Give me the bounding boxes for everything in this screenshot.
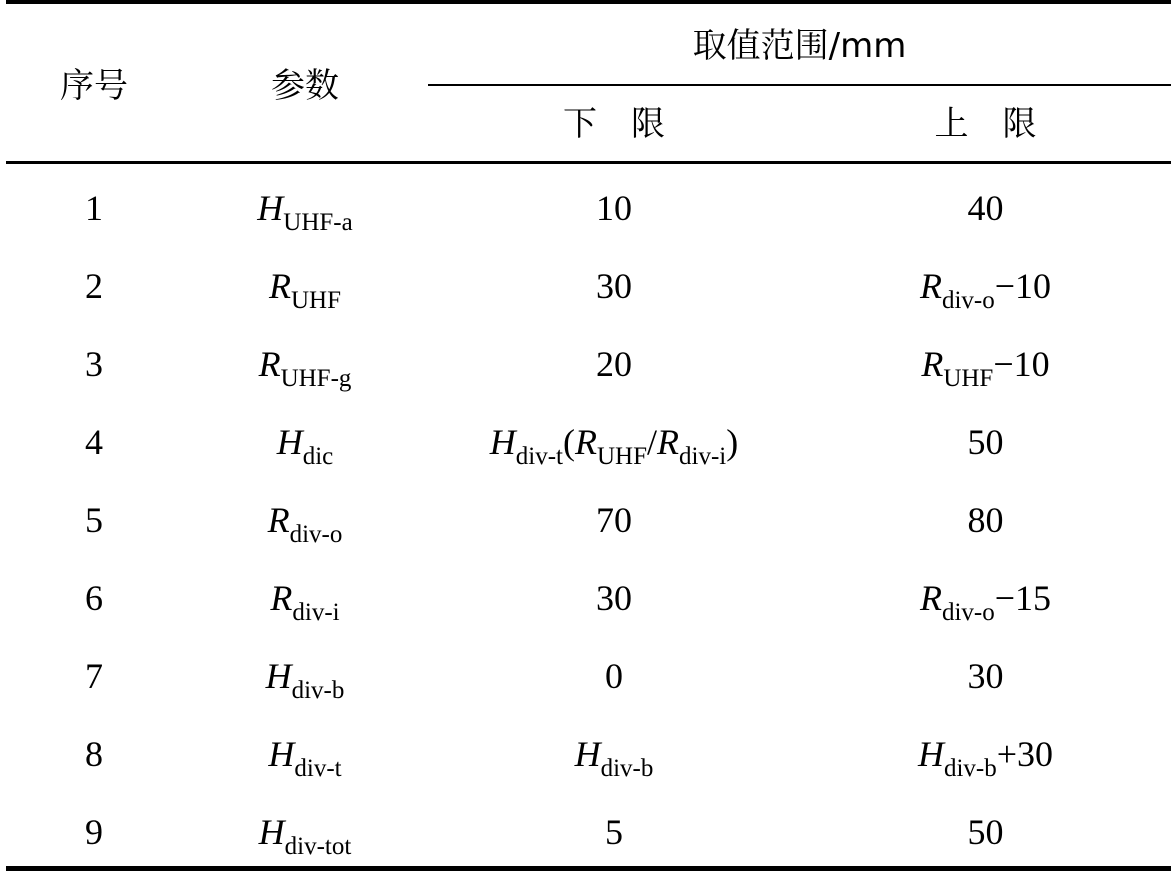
row-8-lower-sub: div-b (600, 755, 654, 782)
row-5-upper: 80 (967, 500, 1004, 540)
row-8-upper-var: H (917, 734, 944, 774)
row-8-parameter (182, 734, 428, 789)
row-9-param-sub: div-tot (284, 833, 352, 860)
row-4-lower-var2: R (574, 422, 597, 462)
row-4-parameter (182, 422, 428, 477)
row-9-lower: 5 (605, 812, 623, 852)
row-1-index: 1 (85, 188, 103, 228)
row-7-param-sub: div-b (291, 677, 345, 704)
row-7-index: 7 (85, 656, 103, 696)
row-6-param-var: R (270, 578, 293, 618)
row-1-param-sub: UHF-a (283, 209, 353, 236)
header-upper-limit: 上 限 (934, 104, 1037, 144)
row-2-index: 2 (85, 266, 103, 306)
header-parameter: 参数 (271, 66, 339, 106)
row-3-upper (800, 344, 1171, 399)
row-8-upper-rest: +30 (996, 734, 1054, 774)
row-2-param-var: R (268, 266, 291, 306)
row-2-parameter (182, 266, 428, 321)
row-4-lower-var: H (489, 422, 516, 462)
row-8-lower-var: H (574, 734, 601, 774)
row-6-upper-sub: div-o (941, 599, 995, 626)
row-2-upper-sub: div-o (941, 287, 995, 314)
row-4-index: 4 (85, 422, 103, 462)
header-index: 序号 (60, 66, 128, 106)
row-8-param-sub: div-t (294, 755, 342, 782)
row-1-param-var: H (257, 188, 284, 228)
row-3-index: 3 (85, 344, 103, 384)
row-5-lower: 70 (596, 500, 632, 540)
row-2-upper-var: R (919, 266, 942, 306)
row-4-lower-var3: R (657, 422, 680, 462)
row-6-upper (800, 578, 1171, 633)
row-5-parameter (182, 500, 428, 555)
row-3-param-sub: UHF-g (280, 365, 352, 392)
row-7-param-var: H (265, 656, 292, 696)
row-5-param-sub: div-o (289, 521, 343, 548)
row-8-upper-sub: div-b (943, 755, 997, 782)
row-7-lower: 0 (605, 656, 623, 696)
row-4-lower-open-paren: ( (562, 422, 575, 462)
row-3-parameter (182, 344, 428, 399)
row-2-upper (800, 266, 1171, 321)
row-1-upper: 40 (967, 188, 1004, 228)
table-top-rule (6, 0, 1171, 4)
row-4-lower-sub2: UHF (596, 443, 647, 470)
row-3-upper-rest: −10 (993, 344, 1050, 384)
row-8-param-var: H (268, 734, 295, 774)
row-5-index: 5 (85, 500, 103, 540)
row-3-upper-var: R (921, 344, 944, 384)
row-9-param-var: H (258, 812, 285, 852)
row-4-param-sub: dic (302, 443, 334, 470)
row-8-upper (800, 734, 1171, 789)
row-4-lower-close-paren: ) (726, 422, 739, 462)
row-6-param-sub: div-i (292, 599, 340, 626)
row-4-upper: 50 (967, 422, 1004, 462)
row-6-upper-var: R (919, 578, 942, 618)
row-9-upper: 50 (967, 812, 1004, 852)
range-header-underline (428, 84, 1171, 86)
row-2-upper-rest: −10 (994, 266, 1052, 306)
row-8-index: 8 (85, 734, 103, 774)
row-4-lower (428, 422, 800, 477)
header-lower-limit: 下 限 (563, 104, 665, 144)
row-4-lower-sub: div-t (515, 443, 563, 470)
row-9-index: 9 (85, 812, 103, 852)
row-1-parameter (182, 188, 428, 243)
table-bottom-rule (6, 866, 1171, 871)
row-7-upper: 30 (967, 656, 1004, 696)
row-3-param-var: R (258, 344, 281, 384)
row-9-parameter (182, 812, 428, 867)
row-8-lower (428, 734, 800, 789)
row-7-parameter (182, 656, 428, 711)
row-4-param-var: H (276, 422, 303, 462)
row-3-lower: 20 (596, 344, 632, 384)
row-6-upper-rest: −15 (994, 578, 1052, 618)
row-2-lower: 30 (596, 266, 632, 306)
row-6-lower: 30 (596, 578, 632, 618)
row-1-lower: 10 (596, 188, 632, 228)
header-range: 取值范围/mm (692, 26, 907, 66)
row-4-lower-sub3: div-i (679, 443, 727, 470)
row-4-lower-slash: / (647, 422, 658, 462)
row-6-parameter (182, 578, 428, 633)
row-3-upper-sub: UHF (943, 365, 994, 392)
row-2-param-sub: UHF (290, 287, 341, 314)
row-6-index: 6 (85, 578, 103, 618)
header-bottom-rule (6, 161, 1171, 164)
row-5-param-var: R (267, 500, 290, 540)
